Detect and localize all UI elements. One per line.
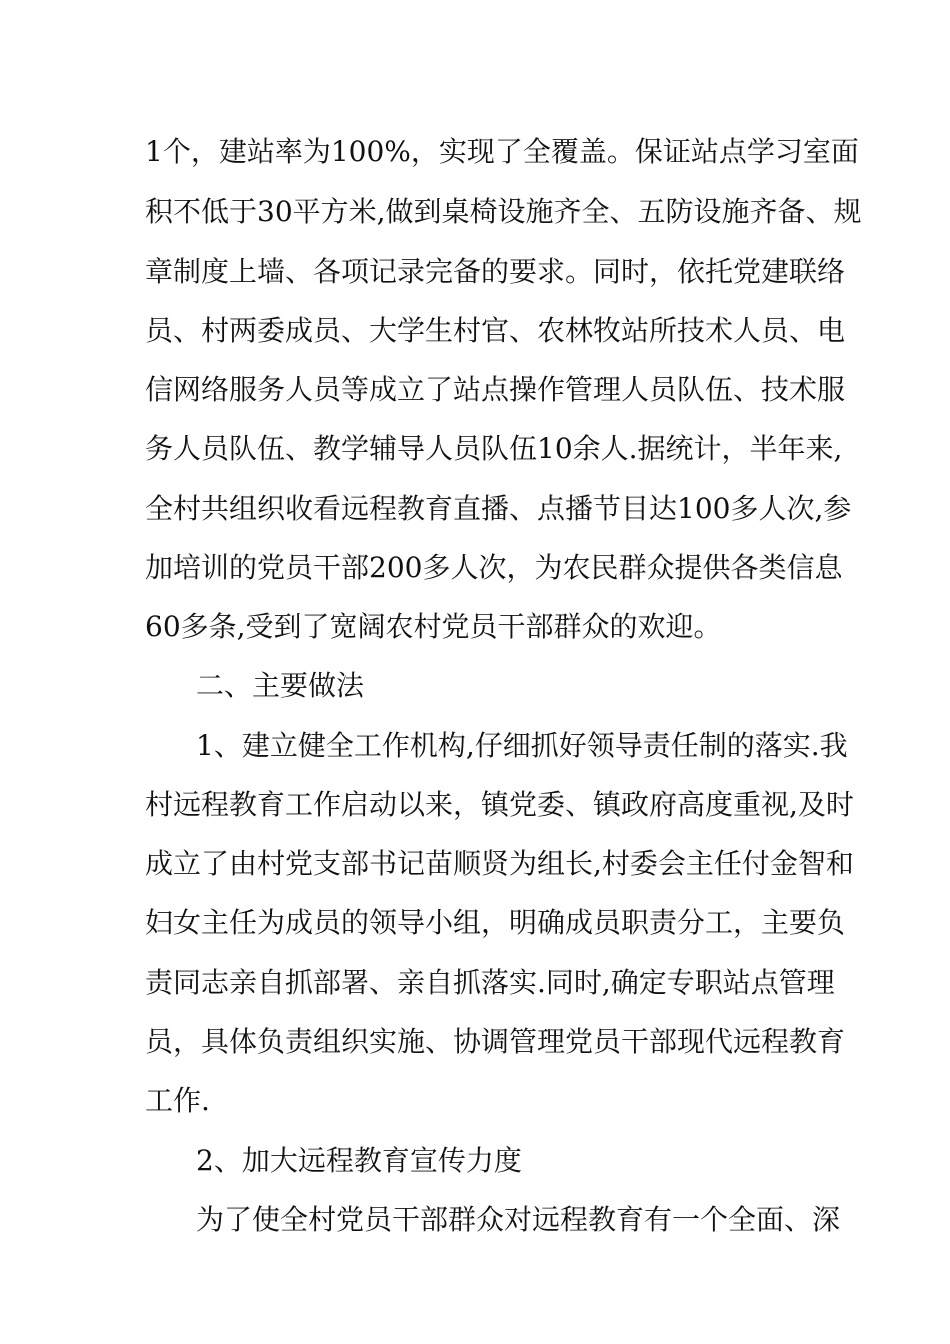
paragraph-line: 员、村两委成员、大学生村官、农林牧站所技术人员、电	[145, 314, 846, 347]
paragraph-line: 工作.	[145, 1084, 210, 1117]
paragraph-line: 为了使全村党员干部群众对远程教育有一个全面、深	[196, 1203, 841, 1236]
paragraph-line: 务人员队伍、教学辅导人员队伍10余人.据统计，半年来,	[145, 432, 843, 465]
paragraph-line: 积不低于30平方米,做到桌椅设施齐全、五防设施齐备、规	[145, 195, 862, 228]
paragraph-line: 1个，建站率为100%，实现了全覆盖。保证站点学习室面	[145, 135, 859, 168]
paragraph-line: 全村共组织收看远程教育直播、点播节目达100多人次,参	[145, 492, 852, 525]
paragraph-line: 妇女主任为成员的领导小组，明确成员职责分工，主要负	[145, 906, 846, 939]
paragraph-line: 村远程教育工作启动以来，镇党委、镇政府高度重视,及时	[145, 788, 854, 821]
paragraph-line: 章制度上墙、各项记录完备的要求。同时，依托党建联络	[145, 255, 846, 288]
paragraph-line: 信网络服务人员等成立了站点操作管理人员队伍、技术服	[145, 373, 846, 406]
paragraph-line: 加培训的党员干部200多人次，为农民群众提供各类信息	[145, 551, 843, 584]
paragraph-line: 60多条,受到了宽阔农村党员干部群众的欢迎。	[145, 610, 722, 643]
paragraph-line: 员，具体负责组织实施、协调管理党员干部现代远程教育	[145, 1025, 846, 1058]
subsection-heading: 2、加大远程教育宣传力度	[196, 1144, 522, 1177]
section-heading: 二、主要做法	[196, 669, 365, 702]
paragraph-line: 1、建立健全工作机构,仔细抓好领导责任制的落实.我	[196, 729, 848, 762]
paragraph-line: 责同志亲自抓部署、亲自抓落实.同时,确定专职站点管理	[145, 966, 835, 999]
paragraph-line: 成立了由村党支部书记苗顺贤为组长,村委会主任付金智和	[145, 847, 854, 880]
